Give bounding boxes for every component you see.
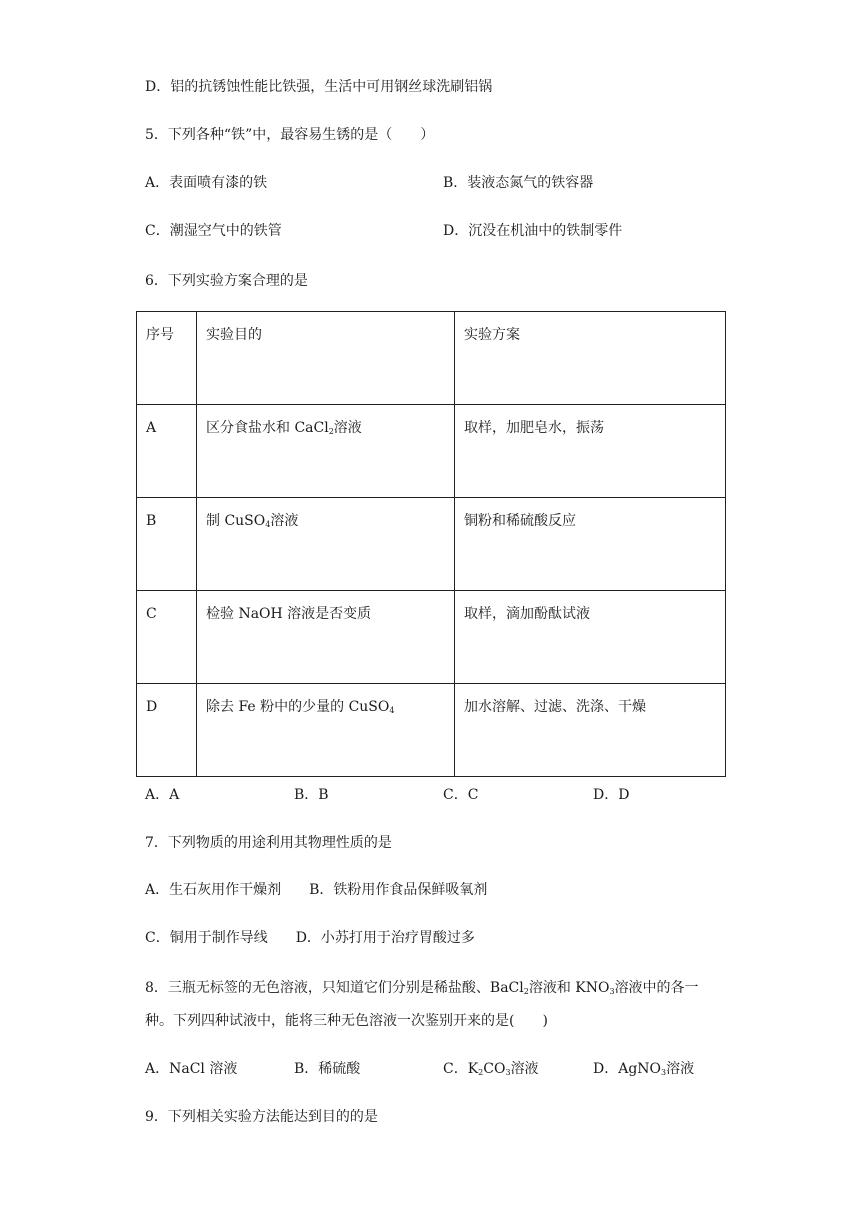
q5-option-a: A．表面喷有漆的铁 bbox=[145, 175, 268, 191]
row-purpose: 区分食盐水和 CaCl$_2$溶液 bbox=[197, 405, 455, 498]
q7-options-line1: A．生石灰用作干燥剂 B．铁粉用作食品保鲜吸氧剂 bbox=[145, 882, 488, 898]
q9-stem: 9．下列相关实验方法能达到目的的是 bbox=[145, 1109, 378, 1125]
q6-option-c: C．C bbox=[443, 787, 479, 803]
table-row bbox=[137, 591, 726, 684]
row-purpose: 检验 NaOH 溶液是否变质 bbox=[197, 591, 455, 684]
q6-option-a: A．A bbox=[145, 787, 180, 803]
q8-stem-line1: 8．三瓶无标签的无色溶液，只知道它们分别是稀盐酸、BaCl$_2$溶液和 $KNO_3$溶液中的各一 bbox=[145, 980, 699, 996]
q5-stem: 5．下列各种“铁”中，最容易生锈的是（ ） bbox=[145, 127, 435, 143]
row-id: D bbox=[137, 684, 197, 777]
row-plan: 加水溶解、过滤、洗涤、干燥 bbox=[455, 684, 726, 777]
row-plan: 取样，加肥皂水，振荡 bbox=[455, 405, 726, 498]
q7-stem: 7．下列物质的用途利用其物理性质的是 bbox=[145, 835, 392, 851]
experiment-table bbox=[136, 311, 726, 777]
row-id: A bbox=[137, 405, 197, 498]
q5-option-c: C．潮湿空气中的铁管 bbox=[145, 223, 282, 239]
table-row bbox=[137, 405, 726, 498]
row-plan: 取样，滴加酚酞试液 bbox=[455, 591, 726, 684]
q4-option-d: D．铝的抗锈蚀性能比铁强，生活中可用钢丝球洗刷铝锅 bbox=[145, 79, 493, 95]
q7-options-line2: C．铜用于制作导线 D．小苏打用于治疗胃酸过多 bbox=[145, 930, 475, 946]
q8-option-c: C．$K_2CO_3$溶液 bbox=[443, 1061, 539, 1077]
table-row bbox=[137, 498, 726, 591]
row-id: B bbox=[137, 498, 197, 591]
q8-option-a: A．NaCl 溶液 bbox=[145, 1061, 238, 1077]
q8-option-d: D．AgNO$_3$溶液 bbox=[593, 1061, 695, 1077]
row-plan: 铜粉和稀硫酸反应 bbox=[455, 498, 726, 591]
q8-stem-line2: 种。下列四种试液中，能将三种无色溶液一次鉴别开来的是( ) bbox=[145, 1013, 548, 1029]
q5-option-b: B．装液态氮气的铁容器 bbox=[443, 175, 594, 191]
q6-option-b: B．B bbox=[294, 787, 329, 803]
q6-stem: 6．下列实验方案合理的是 bbox=[145, 273, 308, 289]
row-purpose: 除去 Fe 粉中的少量的 CuSO$_4$ bbox=[197, 684, 455, 777]
table-row bbox=[137, 684, 726, 777]
table-header-row bbox=[137, 312, 726, 405]
header-cell-id: 序号 bbox=[137, 312, 197, 405]
q5-option-d: D．沉没在机油中的铁制零件 bbox=[443, 223, 623, 239]
header-cell-plan: 实验方案 bbox=[455, 312, 726, 405]
q8-option-b: B．稀硫酸 bbox=[294, 1061, 361, 1077]
row-purpose: 制 CuSO$_4$溶液 bbox=[197, 498, 455, 591]
header-cell-purpose: 实验目的 bbox=[197, 312, 455, 405]
q6-option-d: D．D bbox=[593, 787, 630, 803]
row-id: C bbox=[137, 591, 197, 684]
